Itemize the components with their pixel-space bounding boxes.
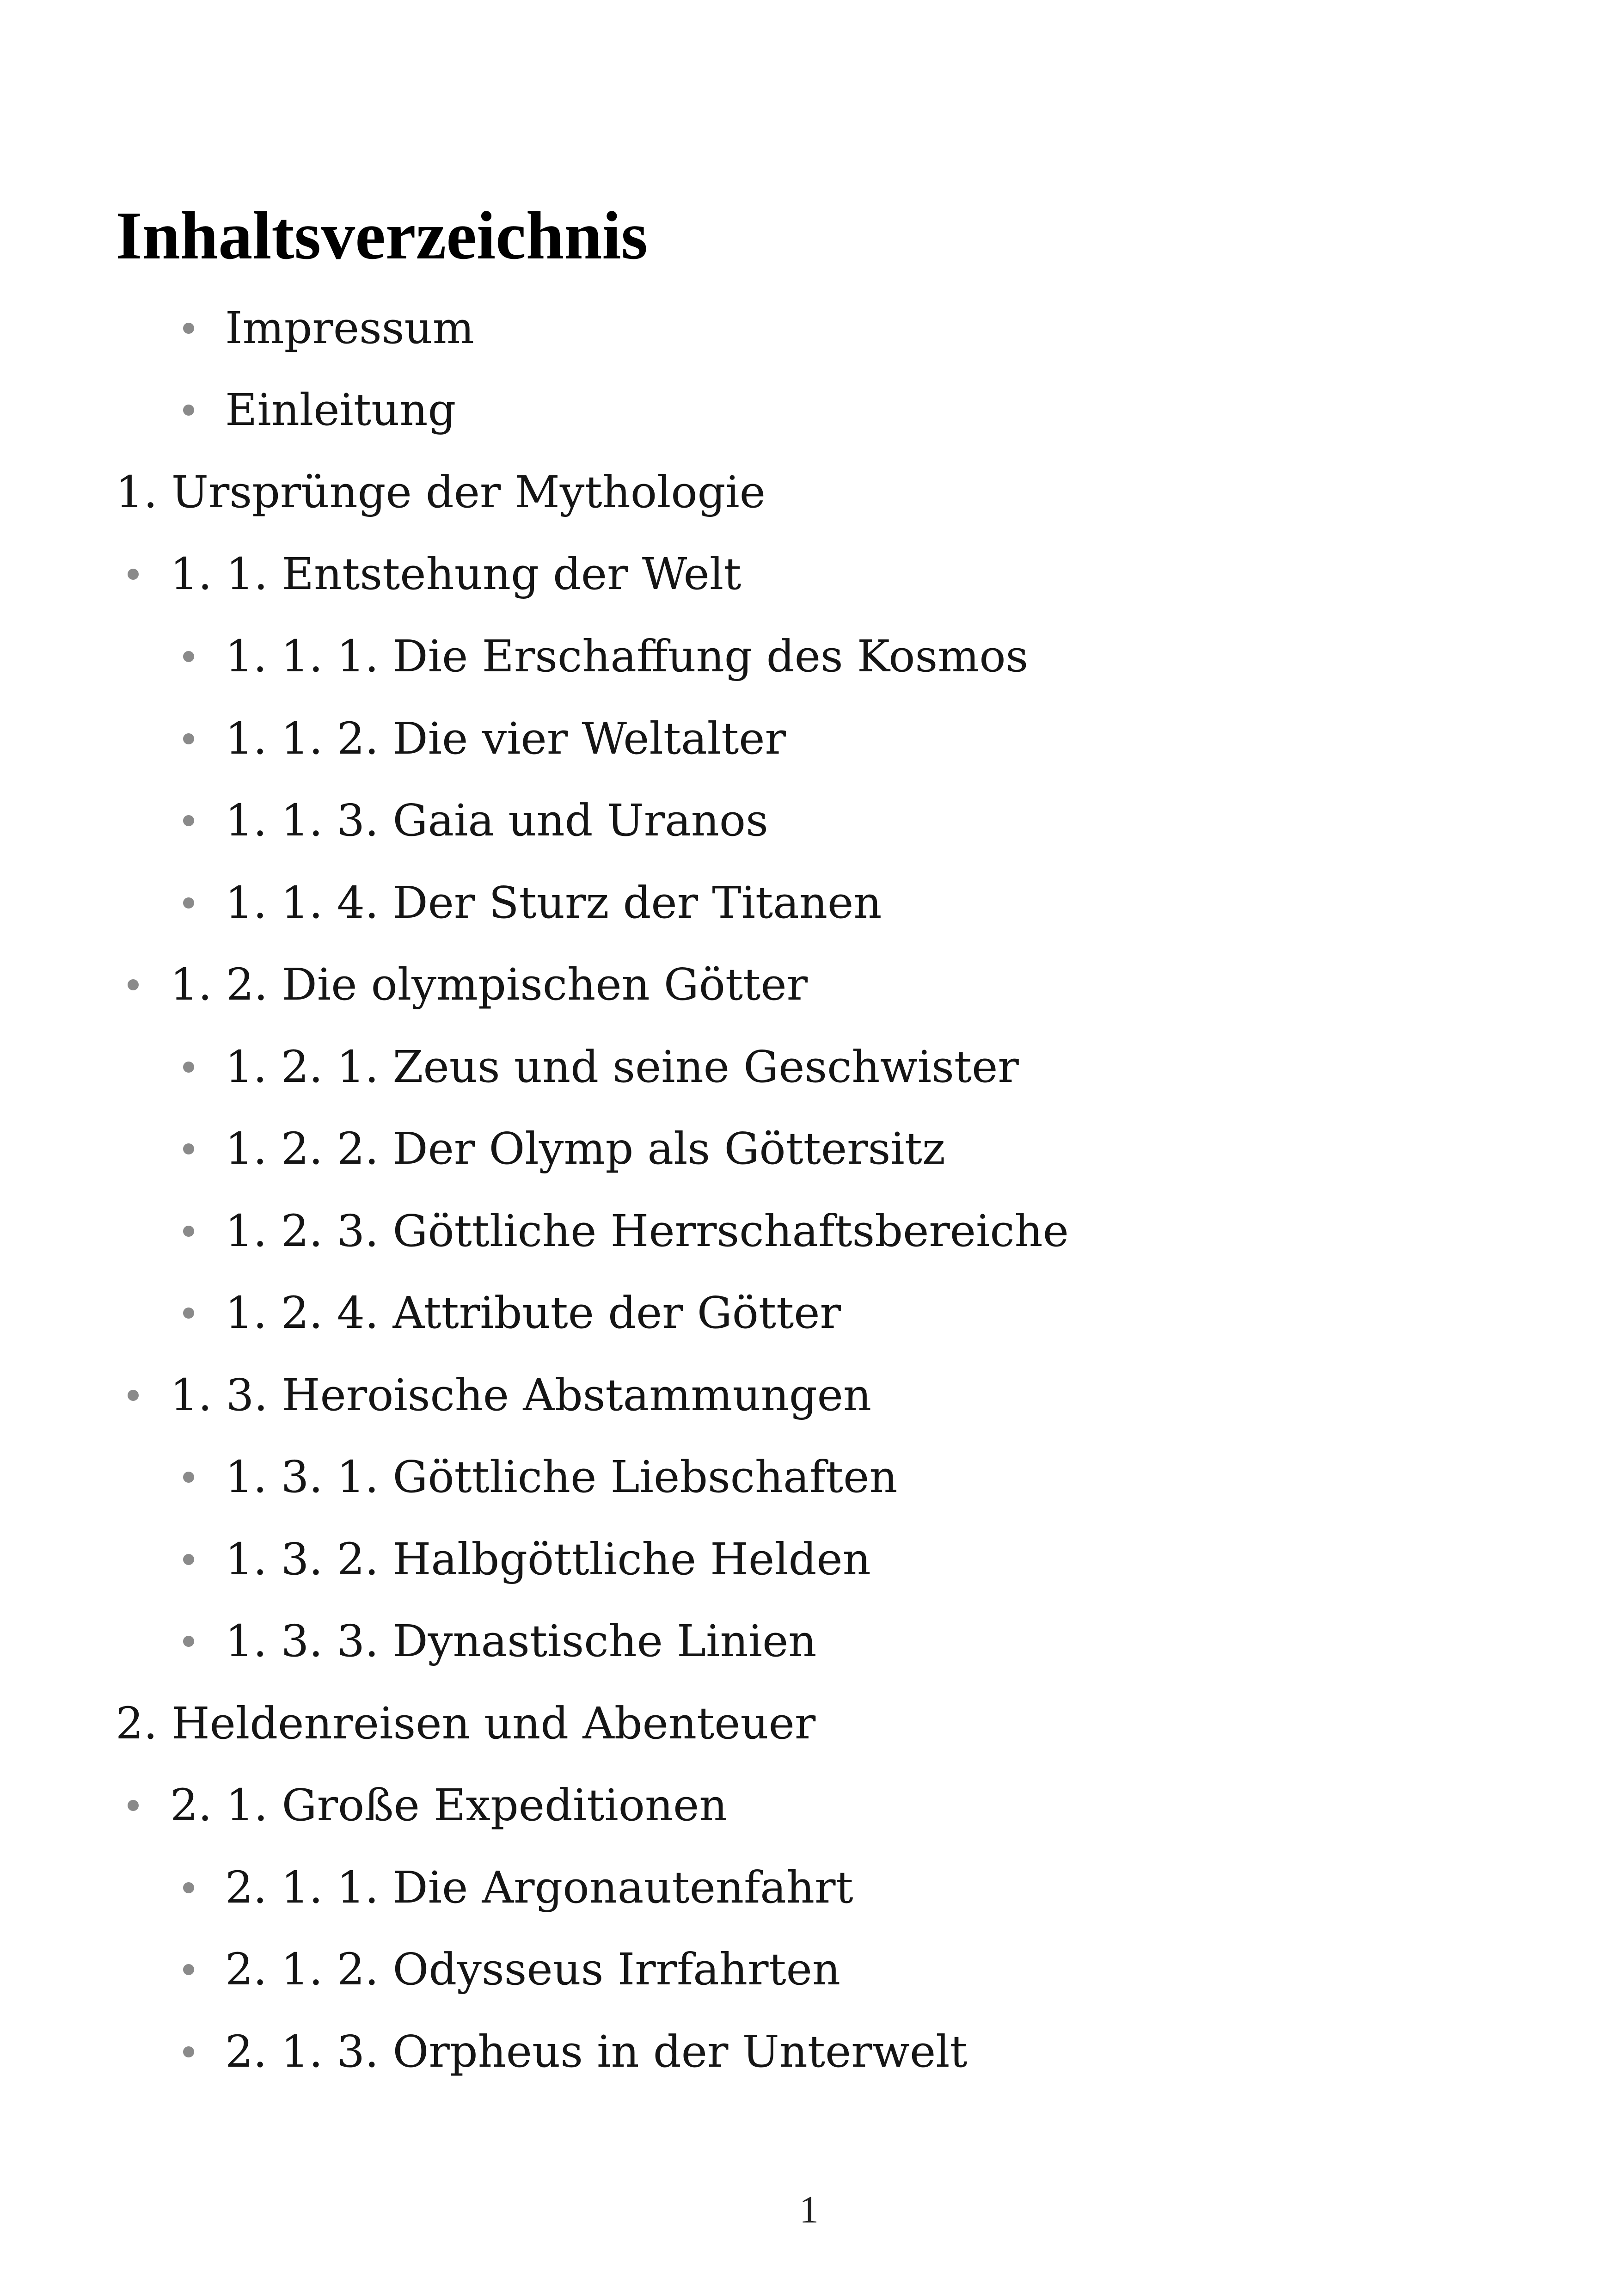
- toc-entry-label: 1. 1. Entstehung der Welt: [170, 549, 742, 600]
- toc-section-1-2[interactable]: [0, 957, 1526, 1013]
- toc-subsection-2-1-2[interactable]: [0, 1942, 1526, 1997]
- toc-subsection-1-1-3[interactable]: [0, 793, 1526, 848]
- bullet-icon: [183, 815, 194, 826]
- toc-entry-einleitung[interactable]: [0, 382, 1526, 438]
- bullet-icon: [183, 1472, 194, 1483]
- bullet-icon: [183, 1143, 194, 1154]
- toc-entry-label: Einleitung: [225, 385, 456, 436]
- bullet-icon: [183, 1308, 194, 1319]
- page-title: Inhaltsverzeichnis: [116, 198, 648, 274]
- bullet-icon: [183, 897, 194, 909]
- toc-entry-label: 2. 1. 1. Die Argonautenfahrt: [225, 1862, 853, 1913]
- toc-subsection-1-2-1[interactable]: [0, 1039, 1526, 1095]
- toc-chapter-1[interactable]: [0, 465, 1526, 520]
- toc-entry-label: Impressum: [225, 303, 474, 354]
- toc-entry-label: 2. Heldenreisen und Abenteuer: [116, 1698, 816, 1749]
- toc-entry-label: 1. 3. Heroische Abstammungen: [170, 1370, 872, 1421]
- bullet-icon: [183, 1636, 194, 1647]
- toc-section-1-1[interactable]: [0, 546, 1526, 602]
- toc-entry-label: 1. 1. 3. Gaia und Uranos: [225, 795, 768, 846]
- toc-entry-label: 1. Ursprünge der Mythologie: [116, 467, 766, 518]
- toc-subsection-1-2-4[interactable]: [0, 1285, 1526, 1341]
- bullet-icon: [183, 1964, 194, 1975]
- toc-entry-label: 1. 2. 1. Zeus und seine Geschwister: [225, 1042, 1019, 1093]
- toc-section-2-1[interactable]: [0, 1778, 1526, 1833]
- bullet-icon: [183, 1062, 194, 1073]
- toc-subsection-1-3-3[interactable]: [0, 1614, 1526, 1669]
- bullet-icon: [128, 1800, 139, 1811]
- bullet-icon: [183, 1554, 194, 1565]
- toc-subsection-1-2-2[interactable]: [0, 1121, 1526, 1177]
- toc-entry-label: 1. 2. 4. Attribute der Götter: [225, 1288, 841, 1338]
- bullet-icon: [183, 1226, 194, 1237]
- toc-subsection-1-1-4[interactable]: [0, 875, 1526, 931]
- toc-entry-label: 2. 1. Große Expeditionen: [170, 1780, 728, 1831]
- toc-entry-label: 1. 3. 2. Halbgöttliche Helden: [225, 1534, 871, 1585]
- bullet-icon: [128, 979, 139, 990]
- toc-subsection-2-1-1[interactable]: [0, 1860, 1526, 1915]
- toc-subsection-2-1-3[interactable]: [0, 2024, 1526, 2080]
- toc-entry-impressum[interactable]: [0, 301, 1526, 356]
- toc-subsection-1-3-1[interactable]: [0, 1449, 1526, 1505]
- toc-section-1-3[interactable]: [0, 1368, 1526, 1423]
- toc-subsection-1-2-3[interactable]: [0, 1203, 1526, 1259]
- bullet-icon: [128, 569, 139, 580]
- toc-subsection-1-3-2[interactable]: [0, 1532, 1526, 1587]
- toc-entry-label: 1. 2. Die olympischen Götter: [170, 959, 808, 1010]
- toc-entry-label: 1. 1. 1. Die Erschaffung des Kosmos: [225, 631, 1029, 682]
- toc-entry-label: 1. 2. 3. Göttliche Herrschaftsbereiche: [225, 1206, 1069, 1257]
- bullet-icon: [183, 2046, 194, 2057]
- page-number: 1: [799, 2188, 819, 2231]
- toc-entry-label: 1. 3. 1. Göttliche Liebschaften: [225, 1452, 898, 1503]
- toc-entry-label: 1. 1. 4. Der Sturz der Titanen: [225, 878, 882, 928]
- toc-subsection-1-1-1[interactable]: [0, 629, 1526, 684]
- toc-subsection-1-1-2[interactable]: [0, 711, 1526, 767]
- bullet-icon: [183, 323, 194, 334]
- bullet-icon: [183, 733, 194, 744]
- toc-entry-label: 1. 3. 3. Dynastische Linien: [225, 1616, 817, 1667]
- bullet-icon: [183, 405, 194, 416]
- toc-entry-label: 2. 1. 3. Orpheus in der Unterwelt: [225, 2026, 968, 2077]
- toc-entry-label: 2. 1. 2. Odysseus Irrfahrten: [225, 1944, 841, 1995]
- toc-chapter-2[interactable]: [0, 1696, 1526, 1751]
- toc-entry-label: 1. 1. 2. Die vier Weltalter: [225, 713, 786, 764]
- toc-entry-label: 1. 2. 2. Der Olymp als Göttersitz: [225, 1123, 945, 1174]
- bullet-icon: [128, 1390, 139, 1401]
- bullet-icon: [183, 651, 194, 662]
- bullet-icon: [183, 1882, 194, 1893]
